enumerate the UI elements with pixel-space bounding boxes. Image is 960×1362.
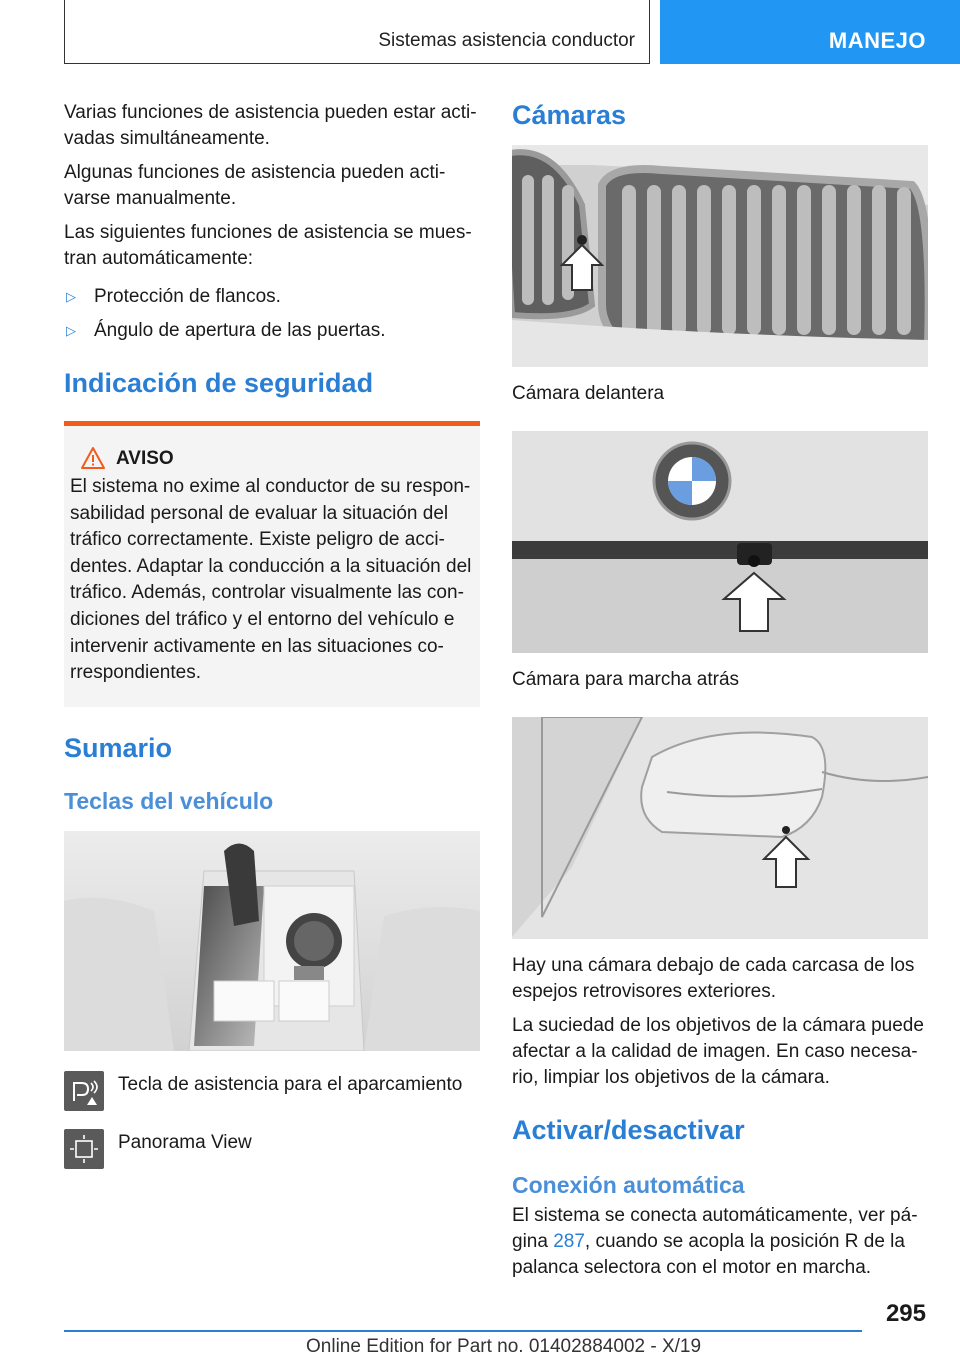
front-grille-illustration [512,145,928,367]
auto-connect-paragraph [512,1203,928,1281]
key-item-label: Tecla de asistencia para el aparcamiento [118,1073,463,1095]
intro-paragraph: Las siguientes funciones de asistencia se mues-tran automáticamente: [64,222,472,269]
key-item [64,1129,480,1169]
side-mirror-camera-photo [512,717,928,939]
rear-camera-photo [512,431,928,653]
photo-caption: Cámara para marcha atrás [512,669,740,690]
warning-label: AVISO [116,448,174,469]
bullet-item [64,284,480,310]
key-item [64,1071,480,1111]
chapter-title: Sistemas asistencia conductor [378,30,635,51]
bullet-text: Ángulo de apertura de las puertas. [94,320,386,341]
intro-paragraph: Algunas funciones de asistencia pueden acti-varse manualmente. [64,162,446,209]
section-title: MANEJO [828,28,926,53]
auto-text-start: El sistema se conecta automáticamente, ver pá-gina [512,1205,918,1252]
warning-title [70,448,474,470]
mirror-illustration [512,717,928,939]
intro-paragraph: Varias funciones de asistencia pueden estar acti-vadas simultáneamente. [64,102,477,149]
bullet-triangle-icon: ▷ [66,289,76,304]
photo-caption: Cámara delantera [512,383,665,404]
warning-text: El sistema no exime al conductor de su respon-sabilidad personal de evaluar la situación del tráfico correctamente. Existe peligro de acci-dentes. Adaptar la conducción a la situación del tráfico. Además, controlar visualmente las con-diciones del tráfico y el entorno del vehículo e intervenir activamente en las situaciones co-rrespondientes. [70,476,472,684]
bullet-triangle-icon: ▷ [66,323,76,338]
center-console-photo [64,831,480,1051]
cleaning-paragraph: La suciedad de los objetivos de la cámara puede afectar a la calidad de imagen. En caso necesa-rio, limpiar los objetivos de la cámara. [512,1015,924,1088]
warning-triangle-icon [80,446,106,470]
key-item-label: Panorama View [118,1131,252,1153]
rear-logo-illustration [512,431,928,653]
left-column [64,100,480,1187]
bullet-text: Protección de flancos. [94,286,281,307]
safety-heading: Indicación de seguridad [64,368,374,398]
center-console-illustration [64,831,480,1051]
right-column [512,100,928,1289]
keys-heading: Teclas del vehículo [64,787,274,814]
page-link[interactable]: 287 [553,1231,585,1252]
header-chapter-box [64,0,650,64]
header-section-tab[interactable] [660,0,960,64]
summary-heading: Sumario [64,732,173,763]
warning-box [64,421,480,707]
panorama-view-icon [64,1129,104,1169]
auto-connect-heading: Conexión automática [512,1172,745,1198]
park-assist-icon [64,1071,104,1111]
front-camera-photo [512,145,928,367]
page-number: 295 [885,1300,926,1327]
footer-divider [64,1330,862,1332]
activate-heading: Activar/desactivar [512,1115,745,1145]
footer-edition: Online Edition for Part no. 01402884002 - X/19 [306,1336,702,1357]
mirror-paragraph: Hay una cámara debajo de cada carcasa de los espejos retrovisores exteriores. [512,955,915,1002]
bullet-item [64,318,480,344]
auto-text-end: , cuando se acopla la posición R de la palanca selectora con el motor en marcha. [512,1231,905,1278]
cameras-heading: Cámaras [512,100,627,130]
